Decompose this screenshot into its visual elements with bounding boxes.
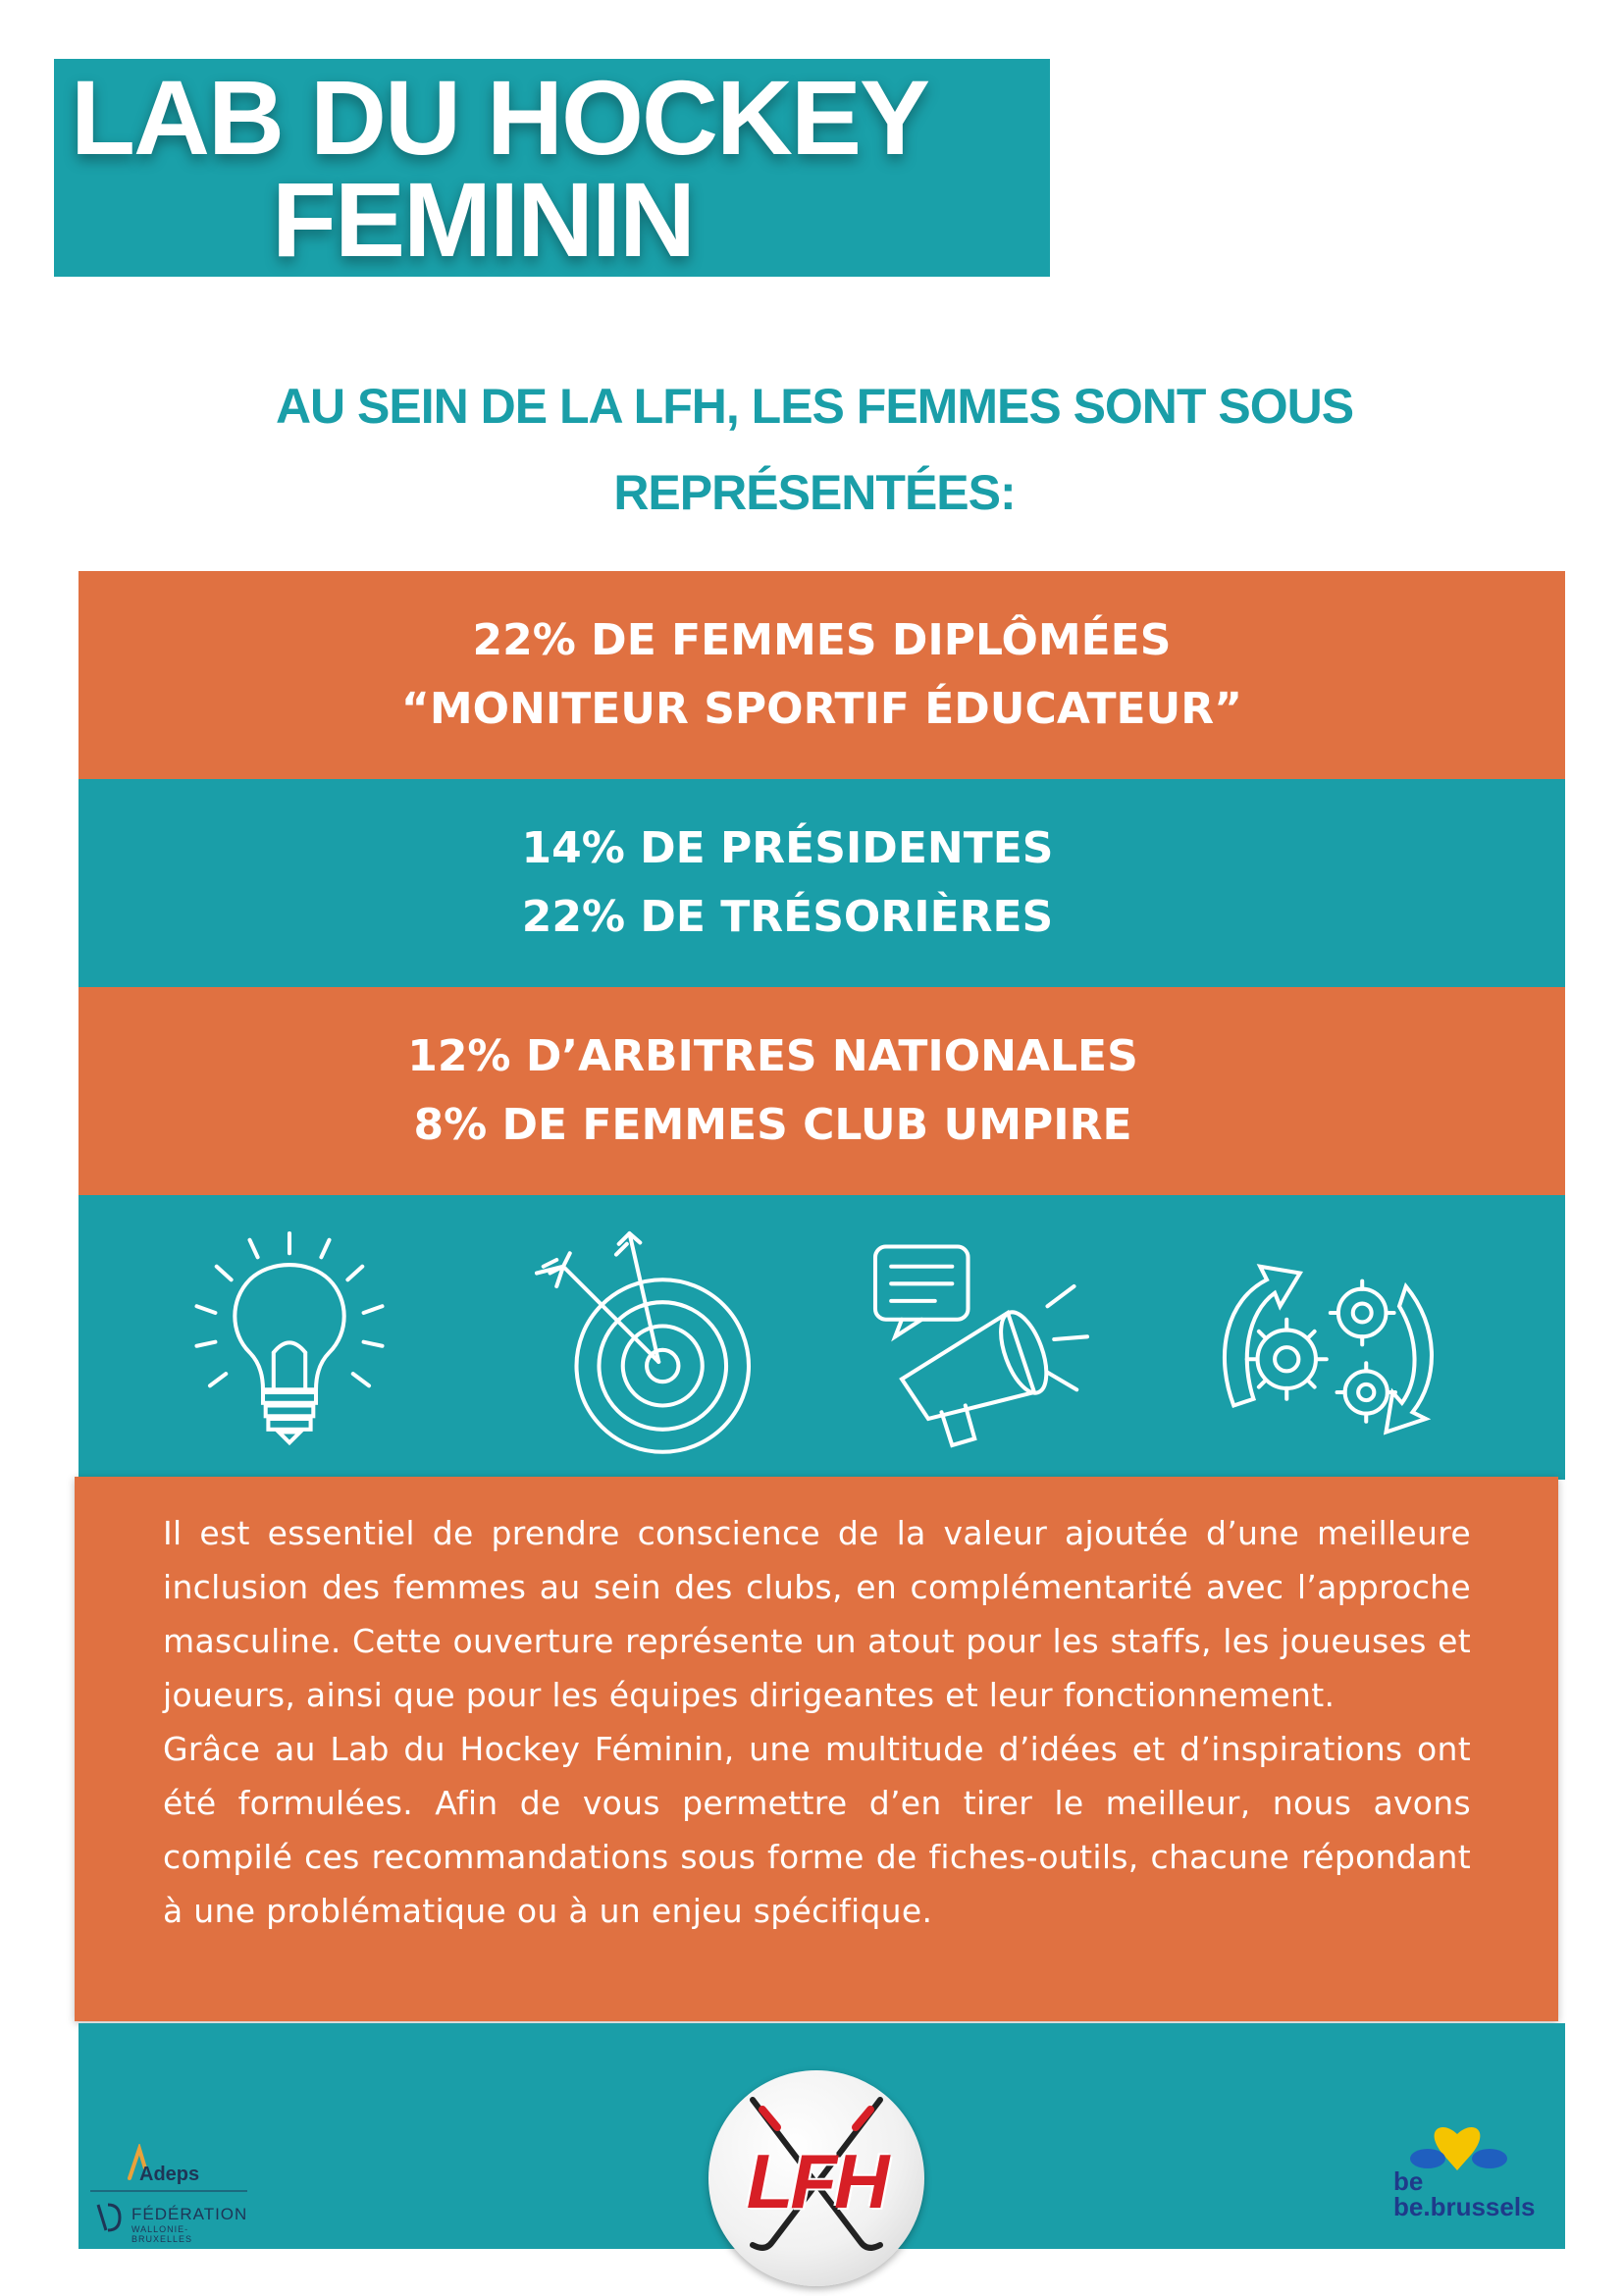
paragraph: Grâce au Lab du Hockey Féminin, une multitude d’idées et d’inspirations ont été formulées. Afin de vous permettre d’en tirer le meilleur, nous avons compilé ces recommandations sous forme de fiches-outils, chacune répondant à une problématique ou à un enjeu spécifique. bbox=[163, 1730, 1471, 1930]
brussels-logo bbox=[1384, 2100, 1560, 2247]
title-line-1: LAB DU HOCKEY bbox=[71, 58, 929, 177]
icons-band bbox=[79, 1195, 1565, 1480]
target-icon bbox=[510, 1207, 775, 1472]
stat-line: 12% D’ARBITRES NATIONALES bbox=[407, 1031, 1138, 1081]
description-text bbox=[163, 1506, 1471, 1938]
subtitle-line-2: REPRÉSENTÉES: bbox=[613, 465, 1016, 520]
gears-cycle-icon bbox=[1187, 1207, 1452, 1472]
stat-band-monitors bbox=[79, 571, 1565, 779]
stat-band-umpires bbox=[79, 987, 1565, 1195]
stat-line: 8% DE FEMMES CLUB UMPIRE bbox=[413, 1100, 1132, 1150]
title-line-2: FEMININ bbox=[272, 160, 694, 279]
be-brussels-label: be.brussels bbox=[1393, 2192, 1536, 2221]
description-block bbox=[75, 1477, 1558, 2021]
adeps-federation-logo bbox=[90, 2144, 247, 2242]
stat-line: 22% DE TRÉSORIÈRES bbox=[521, 892, 1054, 942]
adeps-label: Adeps bbox=[139, 2164, 200, 2185]
stat-band-board bbox=[79, 779, 1565, 987]
page-title bbox=[71, 58, 1052, 279]
federation-label: FÉDÉRATION bbox=[131, 2205, 248, 2223]
stat-line: 22% DE FEMMES DIPLÔMÉES bbox=[472, 615, 1172, 665]
stat-line: “MONITEUR SPORTIF ÉDUCATEUR” bbox=[400, 684, 1243, 734]
lfh-logo-text: LFH bbox=[746, 2138, 887, 2224]
subtitle bbox=[177, 363, 1452, 536]
megaphone-icon bbox=[849, 1207, 1114, 1472]
stat-line: 14% DE PRÉSIDENTES bbox=[521, 823, 1054, 873]
lightbulb-icon bbox=[157, 1207, 422, 1472]
paragraph: Il est essentiel de prendre conscience de la valeur ajoutée d’une meilleure inclusion des femmes au sein des clubs, en complémentarité avec l’approche masculine. Cette ouverture représente un atout pour les staffs, les joueuses et joueurs, ainsi que pour les équipes dirigeantes et leur fonctionnement. bbox=[163, 1514, 1471, 1714]
federation-sub-label: WALLONIE-BRUXELLES bbox=[131, 2224, 193, 2244]
lfh-logo bbox=[708, 2070, 924, 2286]
subtitle-line-1: AU SEIN DE LA LFH, LES FEMMES SONT SOUS bbox=[275, 379, 1354, 434]
be-label: be bbox=[1393, 2166, 1424, 2196]
